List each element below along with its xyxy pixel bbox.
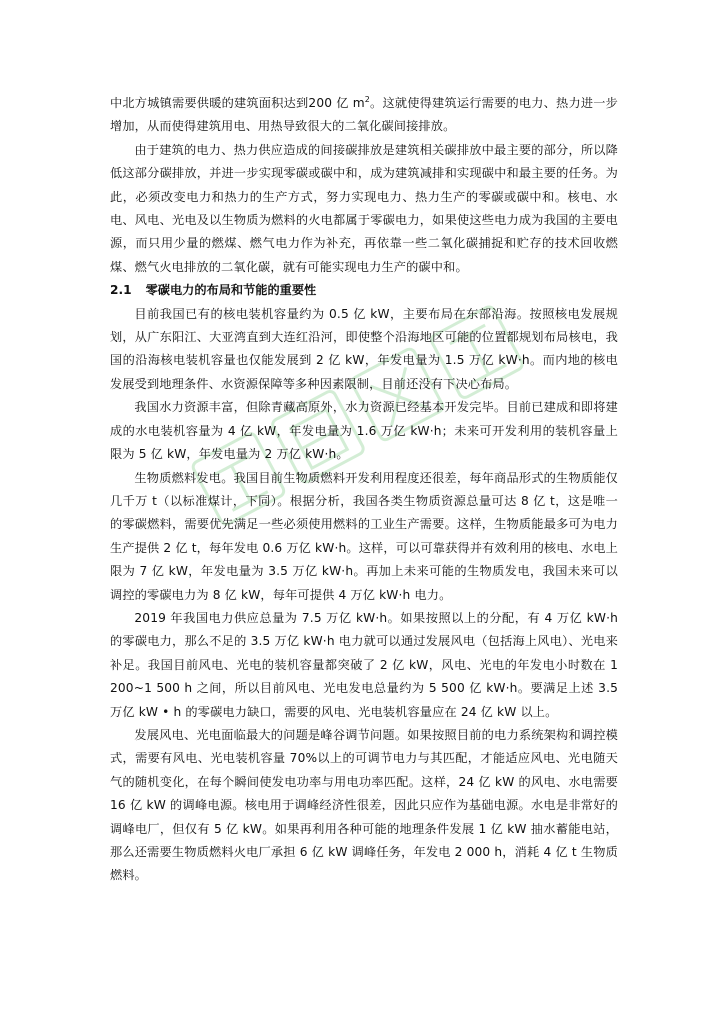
paragraph-peak-regulation: 发展风电、光电面临最大的问题是峰谷调节问题。如果按照目前的电力系统架构和调控模式，需要有风电、光电装机容量 70%以上的可调节电力与其匹配，才能适应风电、光电随天气的随机变化，在每个瞬间使发电功率与用电功率匹配。这样，24 亿 kW 的风电、水电需要 16 亿 kW 的调峰电源。核电用于调峰经济性很差，因此只应作为基础电源。水电是非常好的调峰电厂，但仅有 5 亿 kW。如果再利用各种可能的地理条件发展 1 亿 kW 抽水蓄能电站，那么还需要生物质燃料火电厂承担 6 亿 kW 调峰任务，年发电 2 000 h，消耗 4 亿 t 生物质燃料。: [110, 727, 618, 883]
paragraph-biomass: 生物质燃料发电。我国目前生物质燃料开发利用程度还很差，每年商品形式的生物质能仅几千万 t（以标准煤计，下同）。根据分析，我国各类生物质资源总量可达 8 亿 t，这是唯一的零碳燃料，需要优先满足一些必须使用燃料的工业生产需要。这样，生物质能最多可为电力生产提供 2 亿 t，每年发电 0.6 万亿 kW·h。这样，可以可靠获得并有效利用的核电、水电上限为 7 亿 kW，年发电量为 3.5 万亿 kW·h。再加上未来可能的生物质发电，我国未来可以调控的零碳电力为 8 亿 kW，每年可提供 4 万亿 kW·h 电力。: [110, 470, 618, 602]
section-title: 零碳电力的布局和节能的重要性: [145, 283, 317, 298]
superscript-2: 2: [364, 94, 370, 104]
document-body: [110, 92, 618, 888]
paragraph-intro: [110, 92, 618, 139]
section-number: 2.1: [110, 283, 132, 298]
paragraph-hydro: 我国水力资源丰富，但除青藏高原外，水力资源已经基本开发完毕。目前已建成和即将建成的水电装机容量为 4 亿 kW，年发电量为 1.6 万亿 kW·h；未来可开发利用的装机容量上限为 5 亿 kW，年发电量为 2 万亿 kW·h。: [110, 400, 618, 462]
paragraph-intro-text-cont: 。这就使得建筑运行需要的电力、热力进一步增加，从而使得建筑用电、用热导致很大的二氧化碳间接排放。: [110, 96, 619, 134]
paragraph-intro-text: 中北方城镇需要供暖的建筑面积达到200 亿 m: [110, 96, 365, 110]
paragraph-building-emissions: 由于建筑的电力、热力供应造成的间接碳排放是建筑相关碳排放中最主要的部分，所以降低这部分碳排放，并进一步实现零碳或碳中和，成为建筑减排和实现碳中和最主要的任务。为此，必须改变电力和热力的生产方式，努力实现电力、热力生产的零碳或碳中和。核电、水电、风电、光电及以生物质为燃料的火电都属于零碳电力，如果使这些电力成为我国的主要电源，而只用少量的燃煤、燃气电力作为补充，再依靠一些二氧化碳捕捉和贮存的技术回收燃煤、燃气火电排放的二氧化碳，就有可能实现电力生产的碳中和。: [110, 142, 618, 274]
section-heading: [110, 279, 618, 302]
paragraph-supply-2019: 2019 年我国电力供应总量为 7.5 万亿 kW·h。如果按照以上的分配，有 4 万亿 kW·h 的零碳电力，那么不足的 3.5 万亿 kW·h 电力就可以通过发展风电（包括海上风电）、光电来补足。我国目前风电、光电的装机容量都突破了 2 亿 kW，风电、光电的年发电小时数在 1 200~1 500 h 之间，所以目前风电、光电发电总量约为 5 500 亿 kW·h。要满足上述 3.5 万亿 kW • h 的零碳电力缺口，需要的风电、光电装机容量应在 24 亿 kW 以上。: [110, 610, 618, 719]
paragraph-nuclear: 目前我国已有的核电装机容量约为 0.5 亿 kW，主要布局在东部沿海。按照核电发展规划，从广东阳江、大亚湾直到大连红沿河，即使整个沿海地区可能的位置都规划布局核电，我国的沿海核电装机容量也仅能发展到 2 亿 kW，年发电量为 1.5 万亿 kW·h。而内地的核电发展受到地理条件、水资源保障等多种因素限制，目前还没有下决心布局。: [110, 306, 618, 391]
